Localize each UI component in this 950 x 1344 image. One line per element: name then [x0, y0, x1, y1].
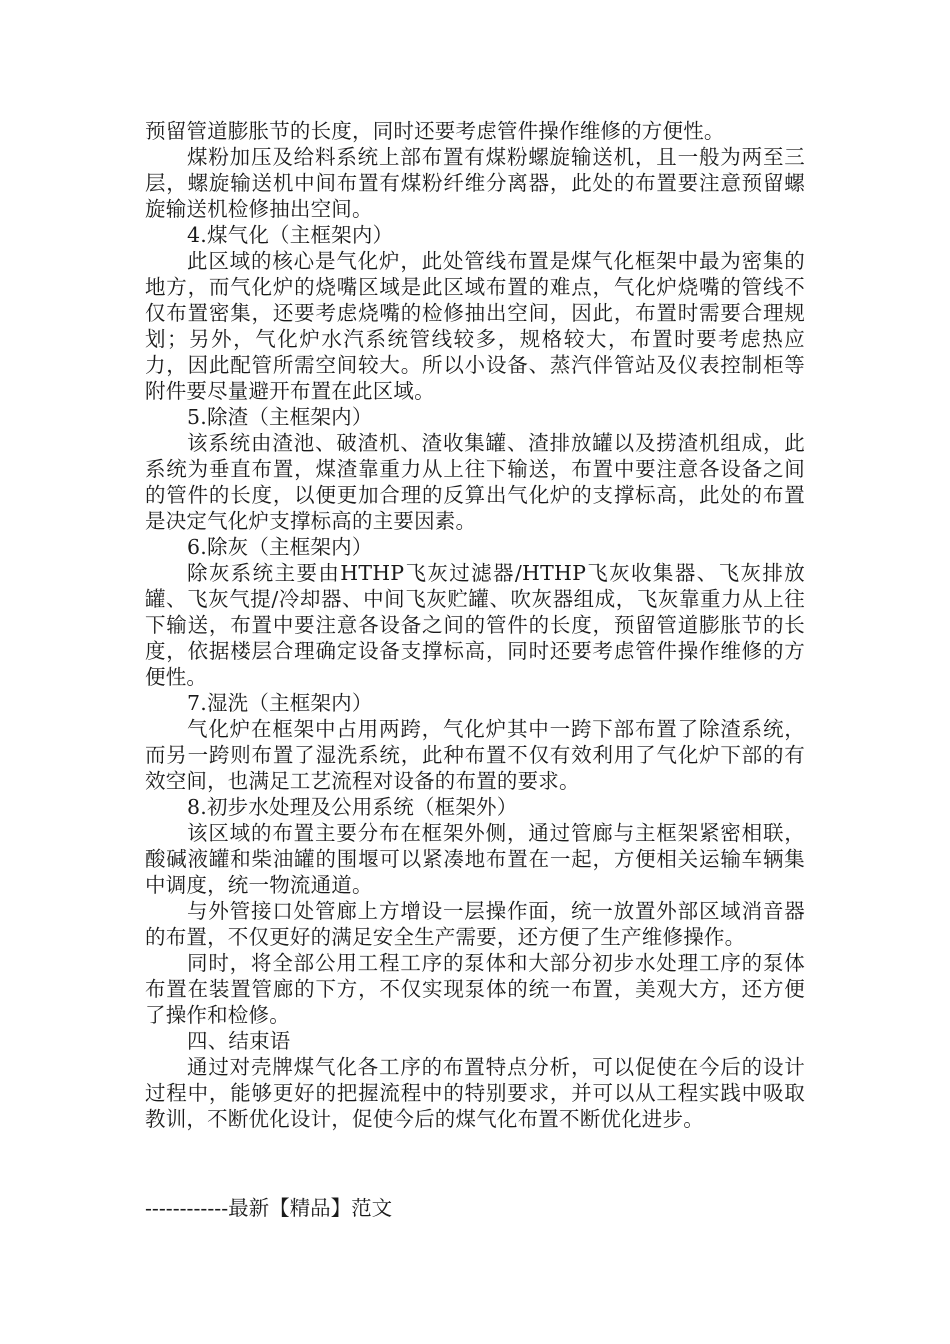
- section-heading: 8.初步水处理及公用系统（框架外）: [187, 795, 518, 819]
- section-heading: 6.除灰（主框架内）: [187, 535, 373, 559]
- paragraph: 煤粉加压及给料系统上部布置有煤粉螺旋输送机，且一般为两至三层，螺旋输送机中间布置有煤粉纤维分离器，此处的布置要注意预留螺旋输送机检修抽出空间。: [145, 145, 805, 221]
- section-heading: 4.煤气化（主框架内）: [187, 223, 394, 247]
- document-body: [145, 118, 805, 1132]
- paragraph: 此区域的核心是气化炉，此处管线布置是煤气化框架中最为密集的地方，而气化炉的烧嘴区域是此区域布置的难点，气化炉烧嘴的管线不仅布置密集，还要考虑烧嘴的检修抽出空间，因此，布置时需要合理规划；另外，气化炉水汽系统管线较多，规格较大，布置时要考虑热应力，因此配管所需空间较大。所以小设备、蒸汽伴管站及仪表控制柜等附件要尽量避开布置在此区域。: [145, 249, 805, 403]
- section-heading: 5.除渣（主框架内）: [187, 405, 373, 429]
- paragraph: 预留管道膨胀节的长度，同时还要考虑管件操作维修的方便性。: [145, 119, 725, 143]
- paragraph: 气化炉在框架中占用两跨，气化炉其中一跨下部布置了除渣系统，而另一跨则布置了湿洗系统，此种布置不仅有效利用了气化炉下部的有效空间，也满足工艺流程对设备的布置的要求。: [145, 717, 805, 793]
- section-heading: 四、结束语: [187, 1029, 291, 1053]
- paragraph: 与外管接口处管廊上方增设一层操作面，统一放置外部区域消音器的布置，不仅更好的满足安全生产需要，还方便了生产维修操作。: [145, 899, 805, 949]
- paragraph: 除灰系统主要由HTHP飞灰过滤器/HTHP飞灰收集器、飞灰排放罐、飞灰气提/冷却器、中间飞灰贮罐、吹灰器组成，飞灰靠重力从上往下输送，布置中要注意各设备之间的管件的长度，预留管道膨胀节的长度，依据楼层合理确定设备支撑标高，同时还要考虑管件操作维修的方便性。: [145, 561, 805, 689]
- footer-note: ------------最新【精品】范文: [145, 1196, 393, 1220]
- section-heading: 7.湿洗（主框架内）: [187, 691, 373, 715]
- paragraph: 同时，将全部公用工程工序的泵体和大部分初步水处理工序的泵体布置在装置管廊的下方，不仅实现泵体的统一布置，美观大方，还方便了操作和检修。: [145, 951, 805, 1027]
- paragraph: 通过对壳牌煤气化各工序的布置特点分析，可以促使在今后的设计过程中，能够更好的把握流程中的特别要求，并可以从工程实践中吸取教训，不断优化设计，促使今后的煤气化布置不断优化进步。: [145, 1055, 805, 1131]
- paragraph: 该区域的布置主要分布在框架外侧，通过管廊与主框架紧密相联，酸碱液罐和柴油罐的围堰可以紧凑地布置在一起，方便相关运输车辆集中调度，统一物流通道。: [145, 821, 805, 897]
- paragraph: 该系统由渣池、破渣机、渣收集罐、渣排放罐以及捞渣机组成，此系统为垂直布置，煤渣靠重力从上往下输送，布置中要注意各设备之间的管件的长度，以便更加合理的反算出气化炉的支撑标高，此处的布置是决定气化炉支撑标高的主要因素。: [145, 431, 805, 533]
